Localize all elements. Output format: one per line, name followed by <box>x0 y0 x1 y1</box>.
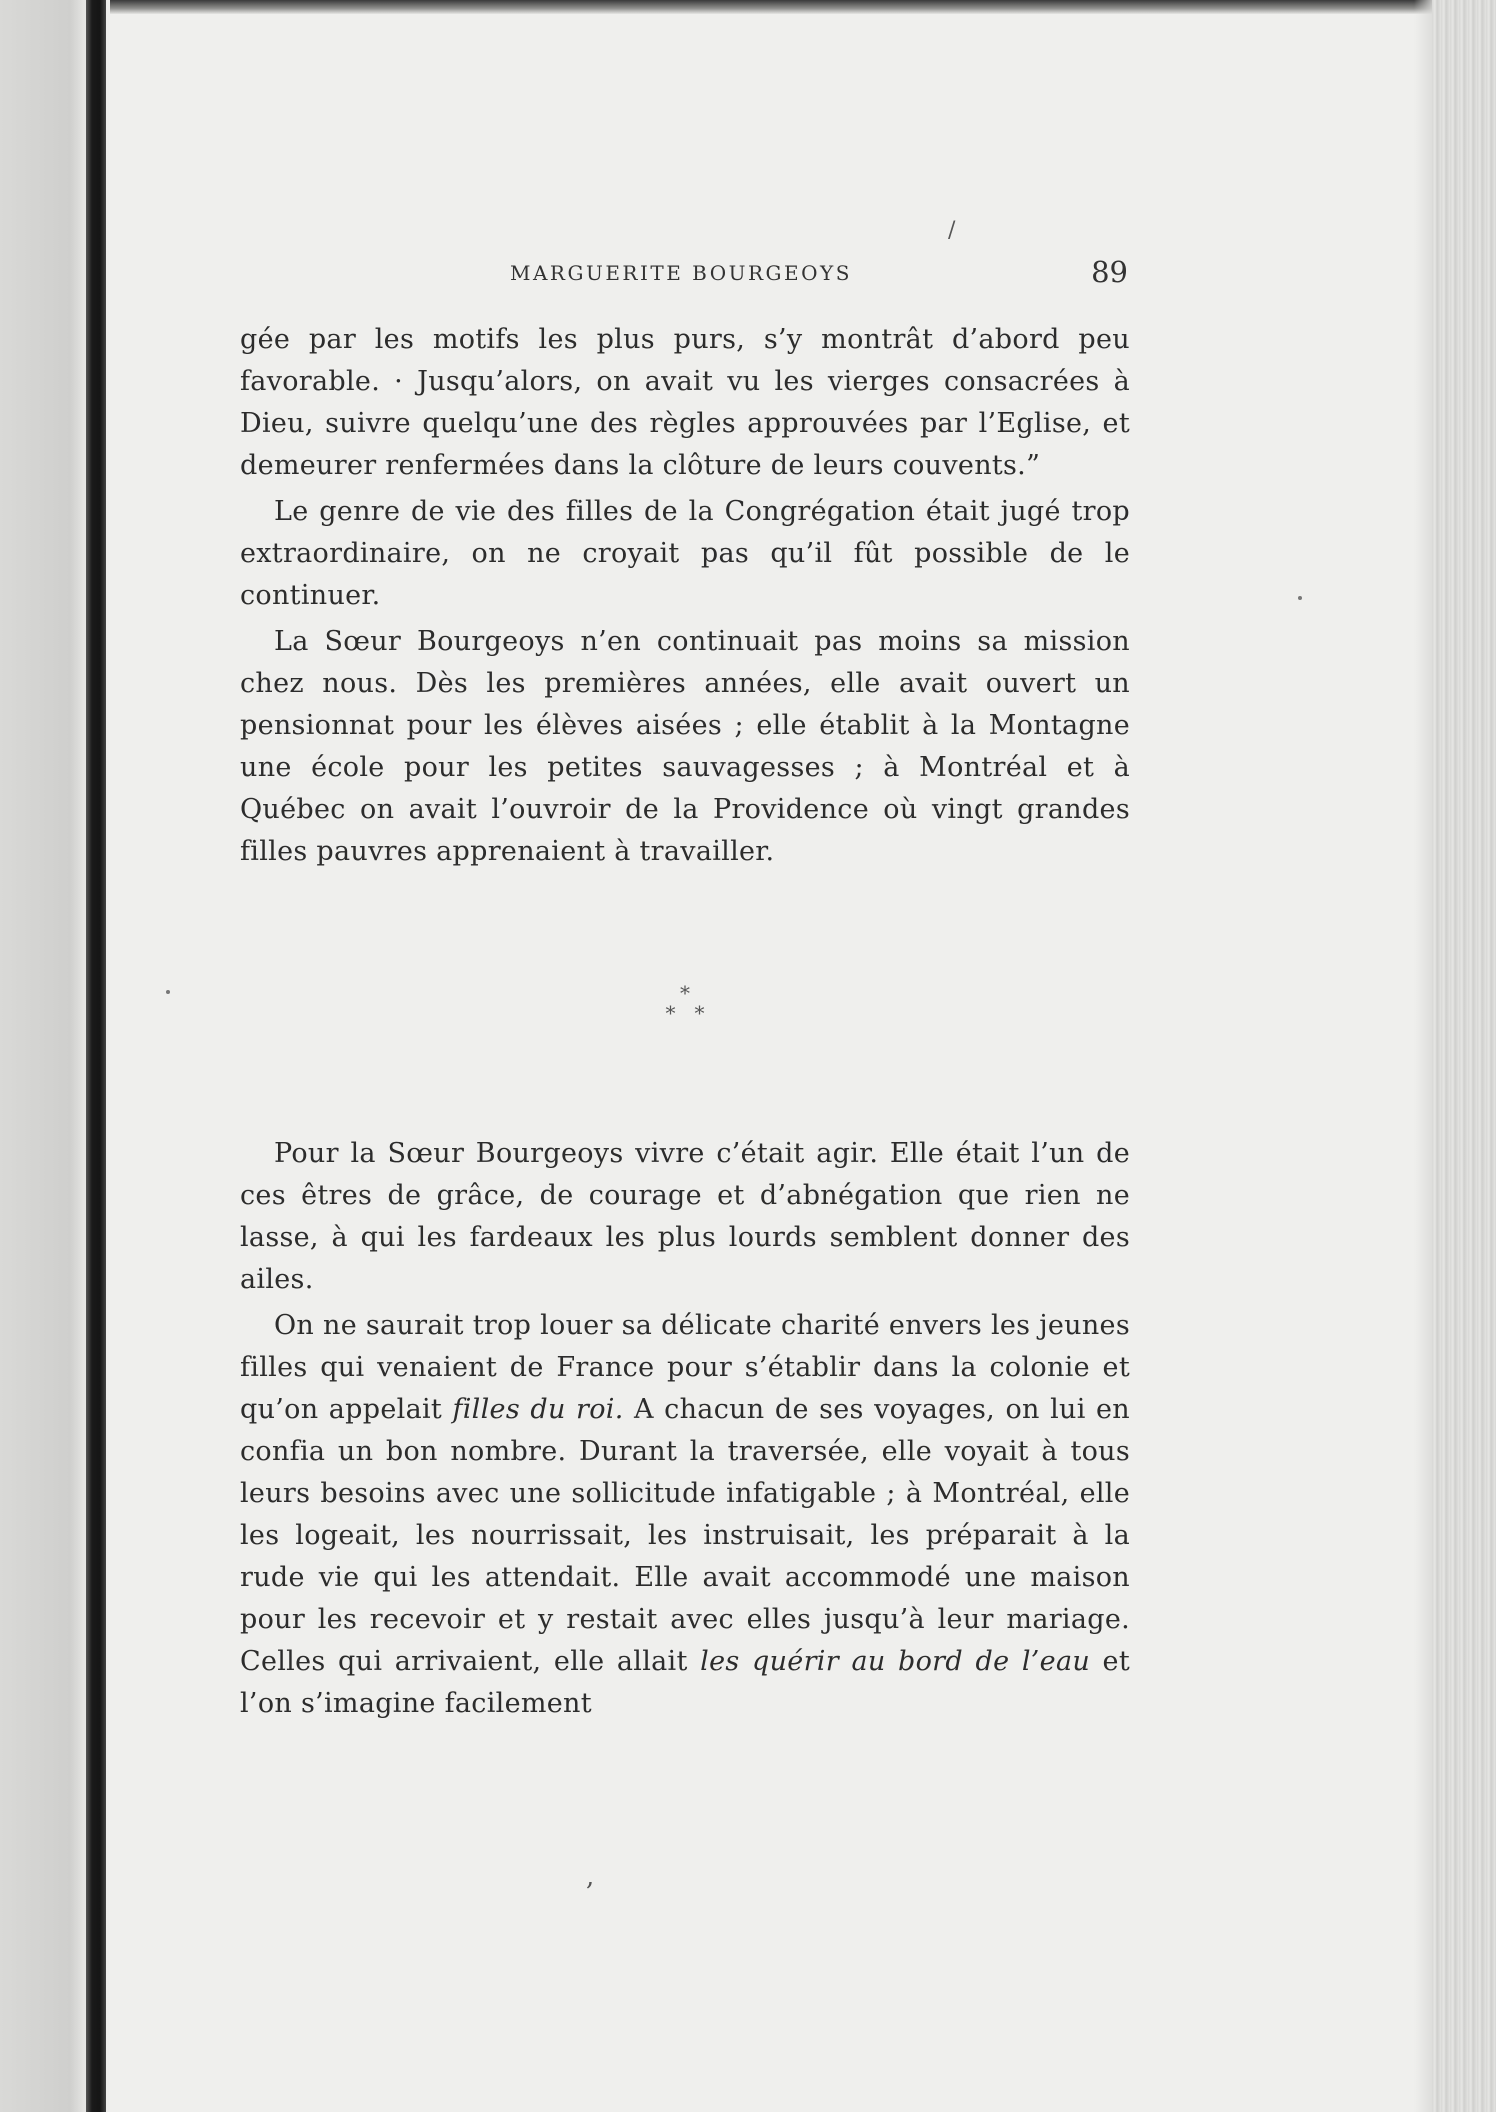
paragraph: Le genre de vie des filles de la Congrégation était jugé trop extraordinaire, on ne croyait pas qu’il fût possible de le continuer. <box>240 496 1130 611</box>
paragraph: La Sœur Bourgeoys n’en continuait pas moins sa mission chez nous. Dès les premières années, elle avait ouvert un pensionnat pour les élèves aisées ; elle établit à la Montagne une école pour les petites sauvagesses ; à Montréal et à Québec on avait l’ouvroir de la Providence où vingt grandes filles pauvres apprenaient à travailler. <box>240 626 1130 867</box>
page-top-edge <box>0 0 1496 14</box>
paragraph: Pour la Sœur Bourgeoys vivre c’était agir. Elle était l’un de ces êtres de grâce, de courage et d’abnégation que rien ne lasse, à qui les fardeaux les plus lourds semblent donner des ailes. <box>240 1138 1130 1295</box>
stray-tick-mark-bottom: , <box>586 1862 595 1892</box>
text-run: et l’on s’imagine facilement <box>240 1646 1130 1719</box>
italic-text-run: filles du roi. <box>452 1394 624 1425</box>
text-run: A chacun de ses voyages, on lui en confia un bon nombre. Durant la traversée, elle voyait à tous leurs besoins avec une sollicitude infatigable ; à Montréal, elle les logeait, les nourrissait, les instruisait, les préparait à la rude vie qui les attendait. Elle avait accommodé une maison pour les recevoir et y restait avec elles jusqu’à leur mariage. Celles qui arrivaient, elle allait <box>240 1394 1130 1677</box>
paragraph-continued: gée par les motifs les plus purs, s’y montrât d’abord peu favorable. · Jusqu’alors, on avait vu les vierges consacrées à Dieu, suivre quelqu’une des règles approuvées par l’Eglise, et demeurer renfermées dans la clôture de leurs couvents.” <box>240 324 1130 481</box>
asterism-glyph <box>645 983 725 1023</box>
book-page <box>240 255 1130 1725</box>
running-head <box>240 255 1130 295</box>
italic-text-run: les quérir au bord de l’eau <box>700 1646 1091 1677</box>
speck <box>1298 596 1302 600</box>
page-stack-edge <box>1432 0 1496 2112</box>
text-run: On ne saurait trop louer sa délicate charité envers les jeunes filles qui venaient de France pour s’établir dans la colonie et qu’on appelait <box>240 1310 1130 1425</box>
running-title: MARGUERITE BOURGEOYS <box>510 261 852 285</box>
asterism-top-star: * <box>680 981 690 1005</box>
asterism-bottom-stars: * * <box>665 1001 705 1025</box>
section-break-asterism <box>240 873 1130 1133</box>
stray-tick-mark-top: / <box>948 218 956 243</box>
page-number: 89 <box>1091 255 1128 289</box>
binding-gutter-line <box>86 0 106 2112</box>
speck <box>166 990 170 994</box>
paragraph <box>240 1305 1130 1725</box>
